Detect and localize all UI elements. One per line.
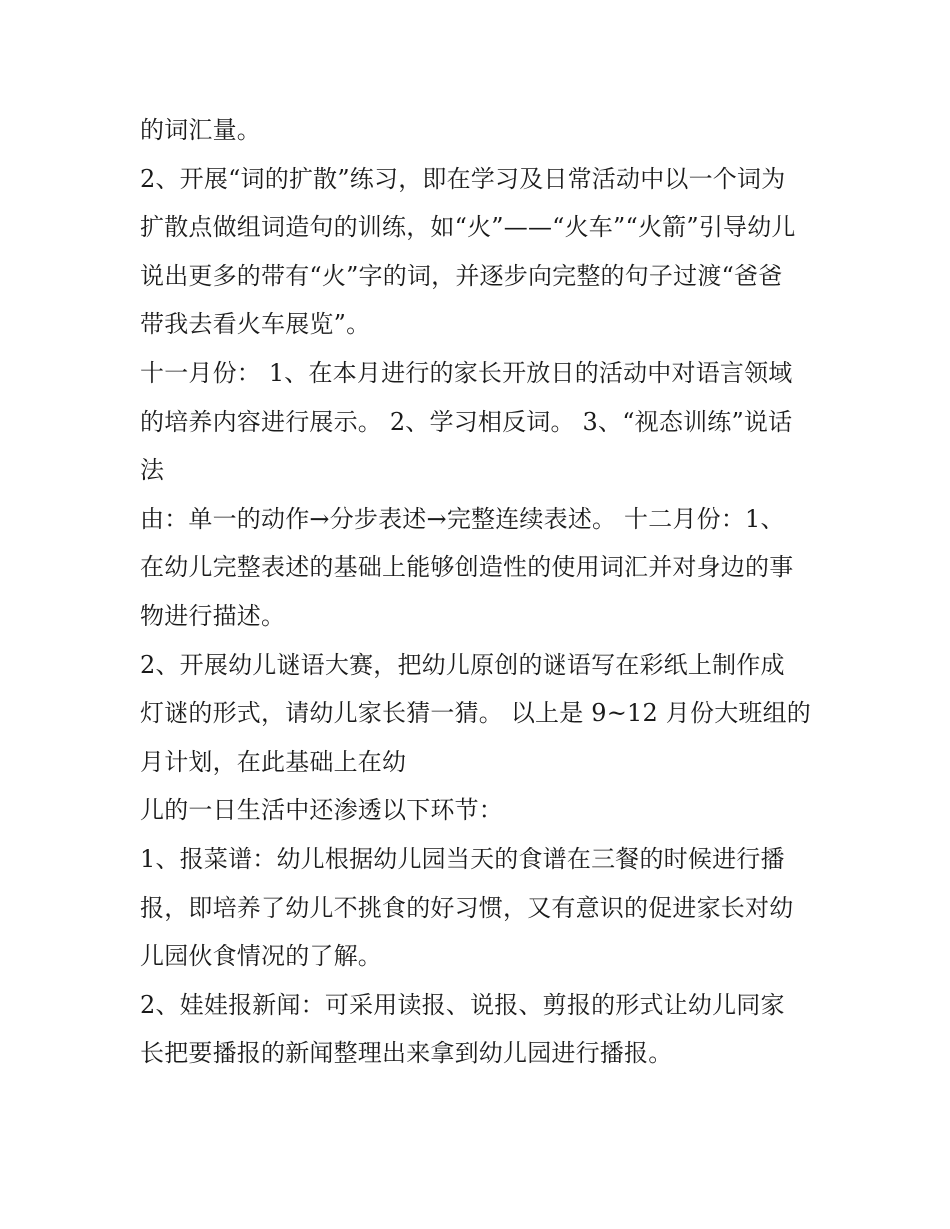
text-line: 扩散点做组词造句的训练，如“火”——“火车”“火箭”引导幼儿 <box>140 213 796 242</box>
text-line: 在幼儿完整表述的基础上能够创造性的使用词汇并对身边的事 <box>140 553 794 582</box>
text-line: 儿的一日生活中还渗透以下环节： <box>140 796 503 825</box>
text-line: 长把要播报的新闻整理出来拿到幼儿园进行播报。 <box>140 1039 673 1068</box>
text-line: 儿园伙食情况的了解。 <box>140 942 382 971</box>
text-line: 2、开展幼儿谜语大赛，把幼儿原创的谜语写在彩纸上制作成 <box>140 650 785 679</box>
text-line: 说出更多的带有“火”字的词，并逐步向完整的句子过渡“爸爸 <box>140 261 783 290</box>
text-line: 的培养内容进行展示。 2、学习相反词。 3、“视态训练”说话 <box>140 407 793 436</box>
text-line: 2、娃娃报新闻：可采用读报、说报、剪报的形式让幼儿同家 <box>140 990 785 1019</box>
text-line: 2、开展“词的扩散”练习，即在学习及日常活动中以一个词为 <box>140 164 786 193</box>
text-line: 十一月份： 1、在本月进行的家长开放日的活动中对语言领域 <box>140 358 793 387</box>
text-line: 报，即培养了幼儿不挑食的好习惯，又有意识的促进家长对幼 <box>140 893 794 922</box>
text-line: 灯谜的形式，请幼儿家长猜一猜。 以上是 9~12 月份大班组的 <box>140 699 812 728</box>
text-line: 法 <box>140 456 165 485</box>
text-line: 带我去看火车展览”。 <box>140 310 371 339</box>
text-line: 物进行描述。 <box>140 601 286 630</box>
text-line: 由：单一的动作→分步表述→完整连续表述。 十二月份：1、 <box>140 504 785 533</box>
text-line: 1、报菜谱：幼儿根据幼儿园当天的食谱在三餐的时候进行播 <box>140 844 785 873</box>
document-body <box>140 106 840 1078</box>
text-line: 的词汇量。 <box>140 116 261 144</box>
text-line: 月计划，在此基础上在幼 <box>140 747 407 776</box>
